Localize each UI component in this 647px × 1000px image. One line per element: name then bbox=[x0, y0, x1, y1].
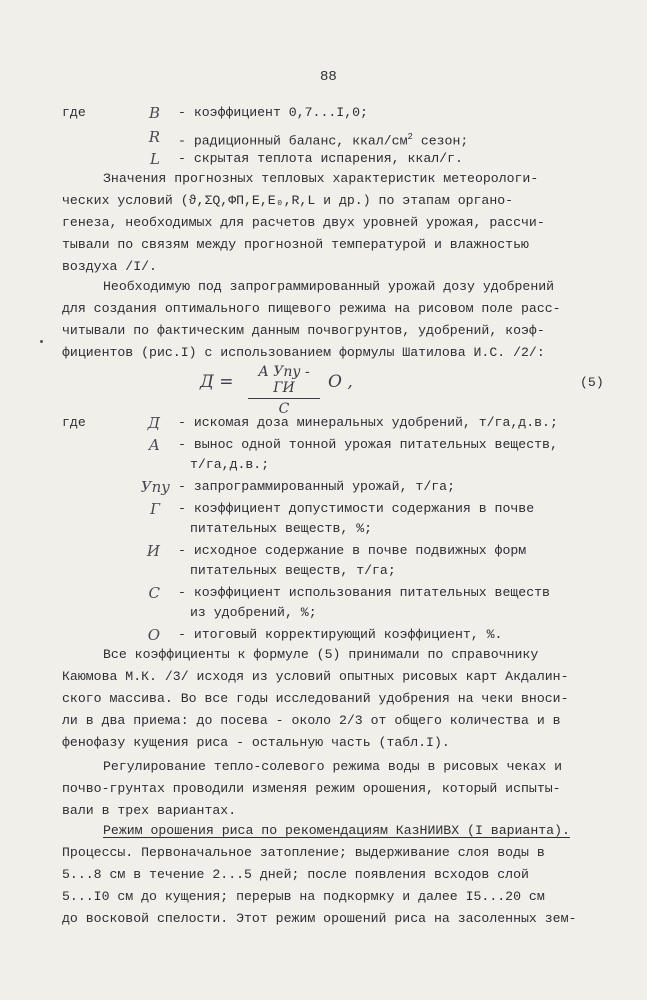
paragraph-line: фициентов (рис.I) с использованием формулы Шатилова И.С. /2/: bbox=[62, 345, 545, 360]
formula-fraction bbox=[248, 364, 320, 417]
paragraph-line: Каюмова М.К. /3/ исходя из условий опытных рисовых карт Акдалин- bbox=[62, 669, 569, 684]
definition-symbol: Г bbox=[150, 500, 160, 518]
paragraph-line: ского массива. Во все годы исследований удобрения на чеки вноси- bbox=[62, 691, 569, 706]
definition-symbol: И bbox=[146, 542, 160, 560]
section-heading: Режим орошения риса по рекомендациям КазНИИВХ (I варианта). bbox=[103, 823, 570, 838]
paragraph-line: ли в два приема: до посева - около 2/3 от общего количества и в bbox=[62, 713, 561, 728]
paragraph-line: тывали по связям между прогнозной температурой и влажностью bbox=[62, 237, 529, 252]
definition-text: - радиционный баланс, ккал/$см^2$ сезон; bbox=[178, 132, 469, 149]
definition-text: питательных веществ, т/га; bbox=[190, 563, 396, 578]
formula-lhs: Д = bbox=[200, 372, 234, 392]
paragraph-line: вали в трех вариантах. bbox=[62, 803, 237, 818]
definition-text: - исходное содержание в почве подвижных форм bbox=[178, 543, 527, 558]
definition-text: - вынос одной тонной урожая питательных веществ, bbox=[178, 437, 558, 452]
definition-text: - коэффициент допустимости содержания в почве bbox=[178, 501, 535, 516]
paragraph-line: 5...I0 см до кущения; перерыв на подкормку и далее I5...20 см bbox=[62, 889, 545, 904]
paragraph-line: Значения прогнозных тепловых характеристик метеорологи- bbox=[103, 171, 539, 186]
formula-denominator: С bbox=[278, 401, 290, 417]
definition-text: - искомая доза минеральных удобрений, т/га,д.в.; bbox=[178, 415, 558, 430]
where-label: где bbox=[62, 105, 86, 120]
definition-symbol: Упу bbox=[140, 478, 170, 496]
definition-symbol: L bbox=[150, 150, 160, 168]
definition-text: - коэффициент 0,7...I,0; bbox=[178, 105, 368, 120]
paragraph-line: читывали по фактическим данным почвогрунтов, удобрений, коэф- bbox=[62, 323, 545, 338]
definition-symbol: С bbox=[148, 584, 160, 602]
paragraph-line: Процессы. Первоначальное затопление; выдерживание слоя воды в bbox=[62, 845, 545, 860]
fraction-bar bbox=[248, 398, 320, 399]
definition-text: из удобрений, %; bbox=[190, 605, 317, 620]
where-label: где bbox=[62, 415, 86, 430]
formula-rhs: О , bbox=[328, 372, 353, 392]
definition-symbol: В bbox=[148, 104, 160, 122]
paragraph-line: до восковой спелости. Этот режим орошений риса на засоленных зем- bbox=[62, 911, 577, 926]
definition-text: - итоговый корректирующий коэффициент, %. bbox=[178, 627, 503, 642]
definition-text: питательных веществ, %; bbox=[190, 521, 373, 536]
definition-symbol: А bbox=[148, 436, 160, 454]
paragraph-line: Регулирование тепло-солевого режима воды в рисовых чеках и bbox=[103, 759, 562, 774]
definition-text: - коэффициент использования питательных веществ bbox=[178, 585, 550, 600]
paragraph-line: почво-грунтах проводили изменяя режим орошения, который испыты- bbox=[62, 781, 561, 796]
definition-symbol: Д bbox=[147, 414, 160, 432]
paragraph-line: фенофазу кущения риса - остальную часть (табл.I). bbox=[62, 735, 450, 750]
margin-mark bbox=[40, 340, 43, 343]
paragraph-line: генеза, необходимых для расчетов двух уровней урожая, рассчи- bbox=[62, 215, 545, 230]
paragraph-line: 5...8 см в течение 2...5 дней; после появления всходов слой bbox=[62, 867, 529, 882]
paragraph-line: Все коэффициенты к формуле (5) принимали по справочнику bbox=[103, 647, 539, 662]
definition-symbol: О bbox=[147, 626, 160, 644]
definition-text: - запрограммированный урожай, т/га; bbox=[178, 479, 455, 494]
definition-text: - скрытая теплота испарения, ккал/г. bbox=[178, 151, 463, 166]
definition-text: т/га,д.в.; bbox=[190, 457, 270, 472]
formula bbox=[200, 364, 400, 417]
formula-numerator: А Упу - ГИ bbox=[258, 364, 310, 396]
paragraph-line: Необходимую под запрограммированный урожай дозу удобрений bbox=[103, 279, 555, 294]
page-number: 88 bbox=[320, 69, 337, 85]
equation-number: (5) bbox=[580, 375, 604, 390]
paragraph-line: для создания оптимального пищевого режима на рисовом поле расс- bbox=[62, 301, 561, 316]
paragraph-line: ческих условий (ϑ,ΣQ,ФП,E,E₀,R,L и др.) по этапам органо- bbox=[62, 193, 514, 208]
definition-symbol: R bbox=[148, 128, 160, 146]
paragraph-line: воздуха /I/. bbox=[62, 259, 157, 274]
